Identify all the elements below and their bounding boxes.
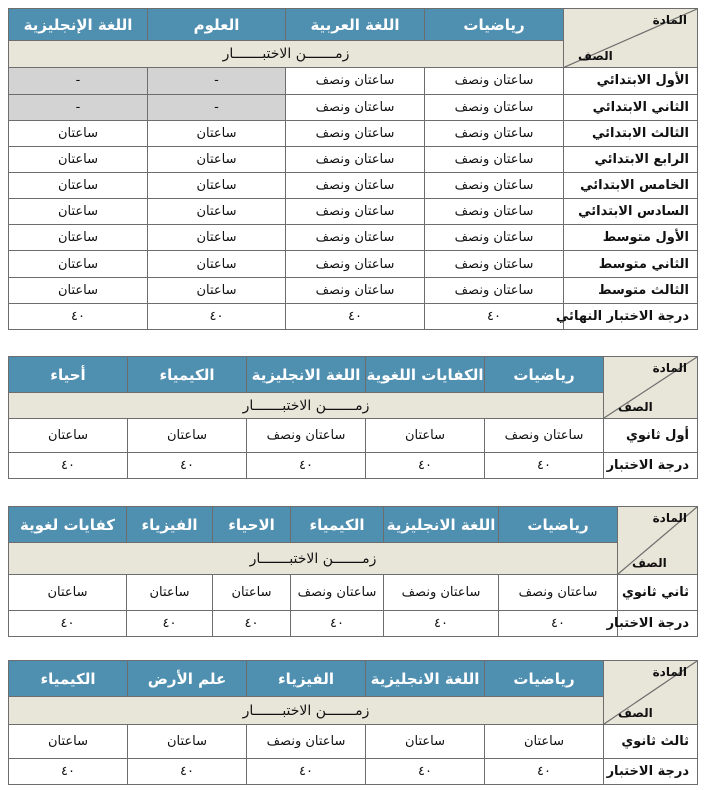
duration-cell: ساعتان: [128, 725, 247, 759]
table-row: [9, 199, 698, 225]
header-corner-cell: [604, 357, 698, 419]
subject-header: اللغة العربية: [286, 9, 425, 41]
table-row: [9, 172, 698, 198]
score-cell: ٤٠: [128, 453, 247, 479]
grade-label: الصف: [578, 49, 613, 64]
duration-cell: ساعتان ونصف: [425, 225, 564, 251]
duration-cell-na: -: [9, 68, 148, 94]
subject-label: المادة: [652, 511, 687, 525]
score-cell: ٤٠: [485, 453, 604, 479]
subject-header: اللغة الانجليزية: [384, 507, 499, 543]
test-time-band: زمـــــــن الاختبـــــــار: [9, 697, 604, 725]
subject-label: المادة: [652, 13, 687, 27]
subject-header: الكيمياء: [291, 507, 384, 543]
duration-cell-na: -: [148, 68, 286, 94]
subject-header: اللغة الانجليزية: [247, 357, 366, 393]
duration-cell: ساعتان: [485, 725, 604, 759]
duration-cell: ساعتان ونصف: [286, 251, 425, 277]
duration-cell: ساعتان: [9, 419, 128, 453]
subject-header: الفيزياء: [127, 507, 213, 543]
subject-label: المادة: [652, 361, 687, 375]
subject-header: أحياء: [9, 357, 128, 393]
table-row: [9, 419, 698, 453]
duration-cell: ساعتان: [148, 251, 286, 277]
table-row: [9, 277, 698, 303]
score-cell: ٤٠: [247, 453, 366, 479]
duration-cell: ساعتان: [148, 120, 286, 146]
duration-cell: ساعتان: [9, 199, 148, 225]
score-cell: ٤٠: [148, 303, 286, 329]
score-label: درجة الاختبار: [604, 759, 698, 785]
duration-cell: ساعتان ونصف: [425, 172, 564, 198]
score-cell: ٤٠: [384, 611, 499, 637]
duration-cell: ساعتان ونصف: [247, 725, 366, 759]
score-cell: ٤٠: [9, 611, 127, 637]
header-corner-cell: [604, 661, 698, 725]
duration-cell: ساعتان: [128, 419, 247, 453]
exam-table-third-secondary: [8, 660, 698, 785]
subject-header: الكيمياء: [128, 357, 247, 393]
duration-cell: ساعتان: [148, 225, 286, 251]
subject-header: رياضيات: [425, 9, 564, 41]
score-cell: ٤٠: [366, 759, 485, 785]
score-cell: ٤٠: [213, 611, 291, 637]
grade-cell: الرابع الابتدائي: [564, 146, 698, 172]
exam-table-first-secondary: [8, 356, 698, 479]
table-row: [9, 120, 698, 146]
score-label: درجة الاختبار: [618, 611, 698, 637]
score-row: [9, 303, 698, 329]
duration-cell: ساعتان: [9, 172, 148, 198]
score-row: [9, 453, 698, 479]
duration-cell: ساعتان ونصف: [247, 419, 366, 453]
grade-cell: الخامس الابتدائي: [564, 172, 698, 198]
grade-label: الصف: [618, 706, 653, 720]
score-cell: ٤٠: [366, 453, 485, 479]
score-cell: ٤٠: [485, 759, 604, 785]
header-corner-cell: [618, 507, 698, 575]
duration-cell: ساعتان ونصف: [425, 120, 564, 146]
score-row: [9, 611, 698, 637]
duration-cell: ساعتان: [9, 120, 148, 146]
subject-header: علم الأرض: [128, 661, 247, 697]
subject-header: الفيزياء: [247, 661, 366, 697]
duration-cell-na: -: [148, 94, 286, 120]
duration-cell: ساعتان ونصف: [384, 575, 499, 611]
score-cell: ٤٠: [128, 759, 247, 785]
score-cell: ٤٠: [425, 303, 564, 329]
subject-header: الكيمياء: [9, 661, 128, 697]
subject-header: رياضيات: [485, 661, 604, 697]
table-row: [9, 225, 698, 251]
subject-header: اللغة الإنجليزية: [9, 9, 148, 41]
duration-cell: ساعتان ونصف: [485, 419, 604, 453]
duration-cell: ساعتان: [148, 277, 286, 303]
duration-cell: ساعتان ونصف: [286, 68, 425, 94]
duration-cell: ساعتان: [9, 146, 148, 172]
grade-cell: الثاني الابتدائي: [564, 94, 698, 120]
duration-cell: ساعتان: [213, 575, 291, 611]
duration-cell: ساعتان ونصف: [286, 277, 425, 303]
table-row: [9, 94, 698, 120]
duration-cell: ساعتان ونصف: [425, 94, 564, 120]
duration-cell: ساعتان: [9, 725, 128, 759]
score-cell: ٤٠: [291, 611, 384, 637]
table-row: [9, 251, 698, 277]
score-cell: ٤٠: [127, 611, 213, 637]
header-corner-cell: [564, 9, 698, 68]
score-cell: ٤٠: [286, 303, 425, 329]
exam-table-second-secondary: [8, 506, 698, 637]
duration-cell: ساعتان ونصف: [286, 172, 425, 198]
grade-cell: الأول الابتدائي: [564, 68, 698, 94]
duration-cell: ساعتان: [9, 225, 148, 251]
test-time-band: زمـــــــن الاختبـــــــار: [9, 543, 618, 575]
score-cell: ٤٠: [9, 759, 128, 785]
duration-cell: ساعتان ونصف: [286, 94, 425, 120]
duration-cell: ساعتان: [127, 575, 213, 611]
grade-cell: ثالث ثانوي: [604, 725, 698, 759]
grade-cell: الثالث متوسط: [564, 277, 698, 303]
exam-table-primary-intermediate: [8, 8, 698, 330]
duration-cell: ساعتان ونصف: [425, 251, 564, 277]
duration-cell: ساعتان: [366, 725, 485, 759]
duration-cell-na: -: [9, 94, 148, 120]
table-row: [9, 68, 698, 94]
subject-header: الكفايات اللغوية: [366, 357, 485, 393]
subject-header: العلوم: [148, 9, 286, 41]
subject-header: الاحياء: [213, 507, 291, 543]
subject-header: كفايات لغوية: [9, 507, 127, 543]
score-row: [9, 759, 698, 785]
grade-cell: أول ثانوي: [604, 419, 698, 453]
grade-cell: ثاني ثانوي: [618, 575, 698, 611]
subject-label: المادة: [652, 665, 687, 679]
duration-cell: ساعتان: [148, 172, 286, 198]
table-row: [9, 725, 698, 759]
duration-cell: ساعتان: [9, 251, 148, 277]
subject-header: رياضيات: [499, 507, 618, 543]
grade-label: الصف: [632, 556, 667, 570]
duration-cell: ساعتان: [9, 277, 148, 303]
duration-cell: ساعتان ونصف: [286, 225, 425, 251]
duration-cell: ساعتان: [366, 419, 485, 453]
score-cell: ٤٠: [499, 611, 618, 637]
score-cell: ٤٠: [9, 303, 148, 329]
score-label: درجة الاختبار النهائي: [564, 303, 698, 329]
duration-cell: ساعتان ونصف: [286, 120, 425, 146]
duration-cell: ساعتان ونصف: [499, 575, 618, 611]
score-cell: ٤٠: [247, 759, 366, 785]
grade-cell: الثالث الابتدائي: [564, 120, 698, 146]
subject-header: رياضيات: [485, 357, 604, 393]
duration-cell: ساعتان: [148, 199, 286, 225]
duration-cell: ساعتان ونصف: [425, 68, 564, 94]
duration-cell: ساعتان ونصف: [425, 277, 564, 303]
grade-cell: الثاني متوسط: [564, 251, 698, 277]
grade-label: الصف: [618, 400, 653, 414]
duration-cell: ساعتان ونصف: [425, 199, 564, 225]
grade-cell: السادس الابتدائي: [564, 199, 698, 225]
score-label: درجة الاختبار: [604, 453, 698, 479]
duration-cell: ساعتان ونصف: [286, 199, 425, 225]
duration-cell: ساعتان: [148, 146, 286, 172]
grade-cell: الأول متوسط: [564, 225, 698, 251]
duration-cell: ساعتان ونصف: [425, 146, 564, 172]
table-row: [9, 575, 698, 611]
duration-cell: ساعتان ونصف: [291, 575, 384, 611]
score-cell: ٤٠: [9, 453, 128, 479]
duration-cell: ساعتان: [9, 575, 127, 611]
subject-header: اللغة الانجليزية: [366, 661, 485, 697]
test-time-band: زمـــــــن الاختبـــــــار: [9, 41, 564, 68]
duration-cell: ساعتان ونصف: [286, 146, 425, 172]
table-row: [9, 146, 698, 172]
test-time-band: زمـــــــن الاختبـــــــار: [9, 393, 604, 419]
